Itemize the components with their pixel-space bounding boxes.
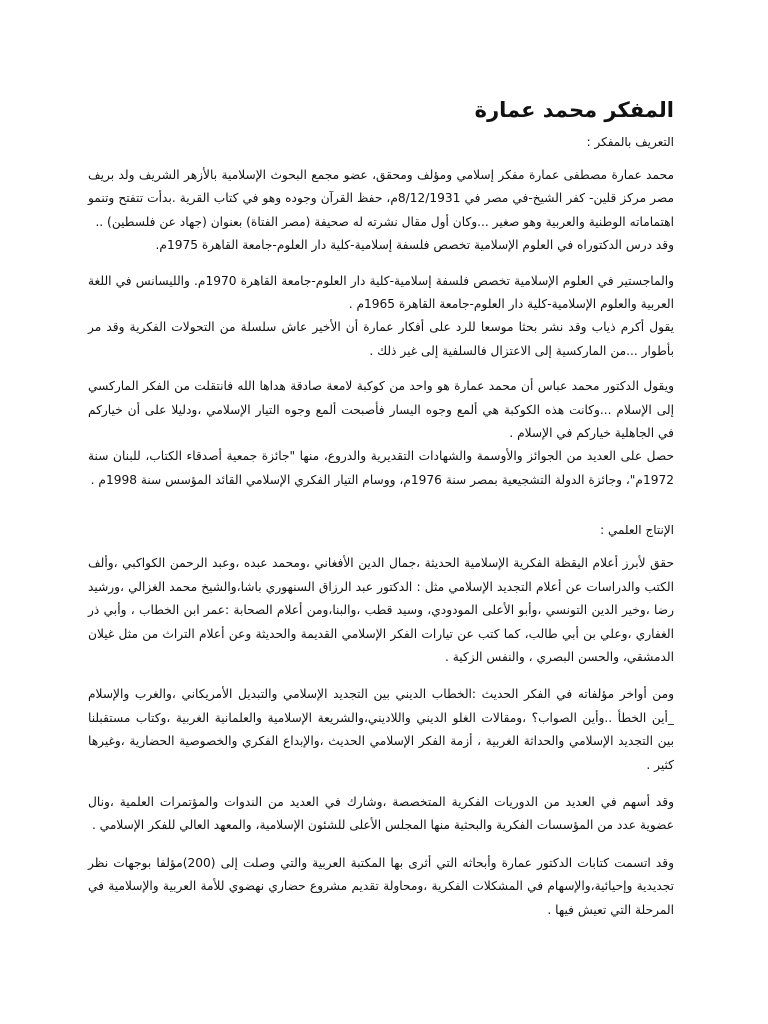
intro-heading: التعريف بالمفكر : bbox=[586, 135, 674, 149]
intro-paragraph-masters: والماجستير في العلوم الإسلامية تخصص فلسفة إسلامية-كلية دار العلوم-جامعة القاهرة 1970م. والليسانس في اللغة العربية والعلوم الإسلامية-كلية دار العلوم-جامعة القاهرة 1965م . bbox=[88, 273, 674, 312]
intro-paragraph-akram: يقول أكرم ذياب وقد نشر بحثا موسعا للرد على أفكار عمارة أن الأخير عاش سلسلة من التحولات الفكرية وقد مر بأطوار ...من الماركسية إلى الاعتزال فالسلفية إلى غير ذلك . bbox=[88, 320, 674, 358]
document-title: المفكر محمد عمارة bbox=[474, 98, 674, 122]
intro-paragraph-bio: محمد عمارة مصطفى عمارة مفكر إسلامي ومؤلف ومحقق، عضو مجمع البحوث الإسلامية بالأزهر الشريف ولد بريف مصر مركز قلين- كفر الشيخ-في مصر في 8/12/1931م، حفظ القرآن وجوده وهو في كتاب القرية .بدأت تتفتح وتنمو اهتماماته الوطنية والعربية وهو صغير ...وكان أول مقال نشرته له صحيفة (مصر الفتاة) بعنوان (جهاد عن فلسطين) .. bbox=[88, 168, 674, 229]
document-page bbox=[88, 96, 674, 936]
works-paragraph-contributions: وقد أسهم في العديد من الدوريات الفكرية المتخصصة ،وشارك في العديد من الندوات والمؤتمرات العلمية ،ونال عضوية عدد من المؤسسات الفكرية والبحثية منها المجلس الأعلى للشئون الإسلامية، والمعهد العالي للفكر الإسلامي . bbox=[88, 794, 674, 833]
works-paragraph-writings: وقد اتسمت كتابات الدكتور عمارة وأبحاثه التي أثرى بها المكتبة العربية والتي وصلت إلى (200)مؤلفا بوجهات نظر تجديدية وإحيائية،والإسهام في المشكلات الفكرية ،ومحاولة تقديم مشروع حضاري نهضوي للأمة العربية والإسلامية في المرحلة التي تعيش فيها . bbox=[88, 855, 675, 917]
works-heading: الإنتاج العلمي : bbox=[600, 523, 674, 538]
intro-paragraph-awards: حصل على العديد من الجوائز والأوسمة والشهادات التقديرية والدروع، منها "جائزة جمعية أصدقاء الكتاب، للبنان سنة 1972م"، وجائزة الدولة التشجيعية بمصر سنة 1976م، ووسام التيار الفكري الإسلامي القائد المؤسس سنة 1998م . bbox=[88, 449, 674, 487]
works-paragraph-revival: حقق لأبرز أعلام اليقظة الفكرية الإسلامية الحديثة ،جمال الدين الأفغاني ،ومحمد عبده ،وعبد الرحمن الكواكبي ،وألف الكتب والدراسات عن أعلام التجديد الإسلامي مثل : الدكتور عبد الرزاق السنهوري باشا،والشيخ محمد الغزالي ،ورشيد رضا ،وخير الدين التونسي ،وأبو الأعلى المودودي، وسيد قطب ،والبنا،ومن أعلام الصحابة :عمر ابن الخطاب ، وأبي ذر الغفاري ،وعلي بن أبي طالب، كما كتب عن تيارات الفكر الإسلامي القديمة والحديثة وعن أعلام التراث من مثل غيلان الدمشقي، والحسن البصري ، والنفس الزكية . bbox=[88, 556, 674, 664]
works-paragraph-latest: ومن أواخر مؤلفاته في الفكر الحديث :الخطاب الديني بين التجديد الإسلامي والتبديل الأمريكاني ،والغرب والإسلام _أين الخطأ ..وأين الصواب؟ ،ومقالات الغلو الديني واللاديني،والشريعة الإسلامية والعلمانية الغربية ،وكتاب مستقبلنا بين التجديد الإسلامي والحداثة الغربية ، أزمة الفكر الإسلامي الحديث ،والإبداع الفكري والخصوصية الحضارية ،وغيرها كثير . bbox=[88, 687, 674, 772]
intro-paragraph-doctorate: وقد درس الدكتوراه في العلوم الإسلامية تخصص فلسفة إسلامية-كلية دار العلوم-جامعة القاهرة 1975م. bbox=[155, 238, 674, 253]
intro-paragraph-abbas: ويقول الدكتور محمد عباس أن محمد عمارة هو واحد من كوكبة لامعة صادقة هداها الله فانتقلت من الفكر الماركسي إلى الإسلام ...وكانت هذه الكوكبة هي ألمع وجوه اليسار فأصبحت ألمع وجوه التيار الإسلامي ،ودليلا على أن خياركم في الجاهلية خياركم في الإسلام . bbox=[88, 379, 674, 441]
